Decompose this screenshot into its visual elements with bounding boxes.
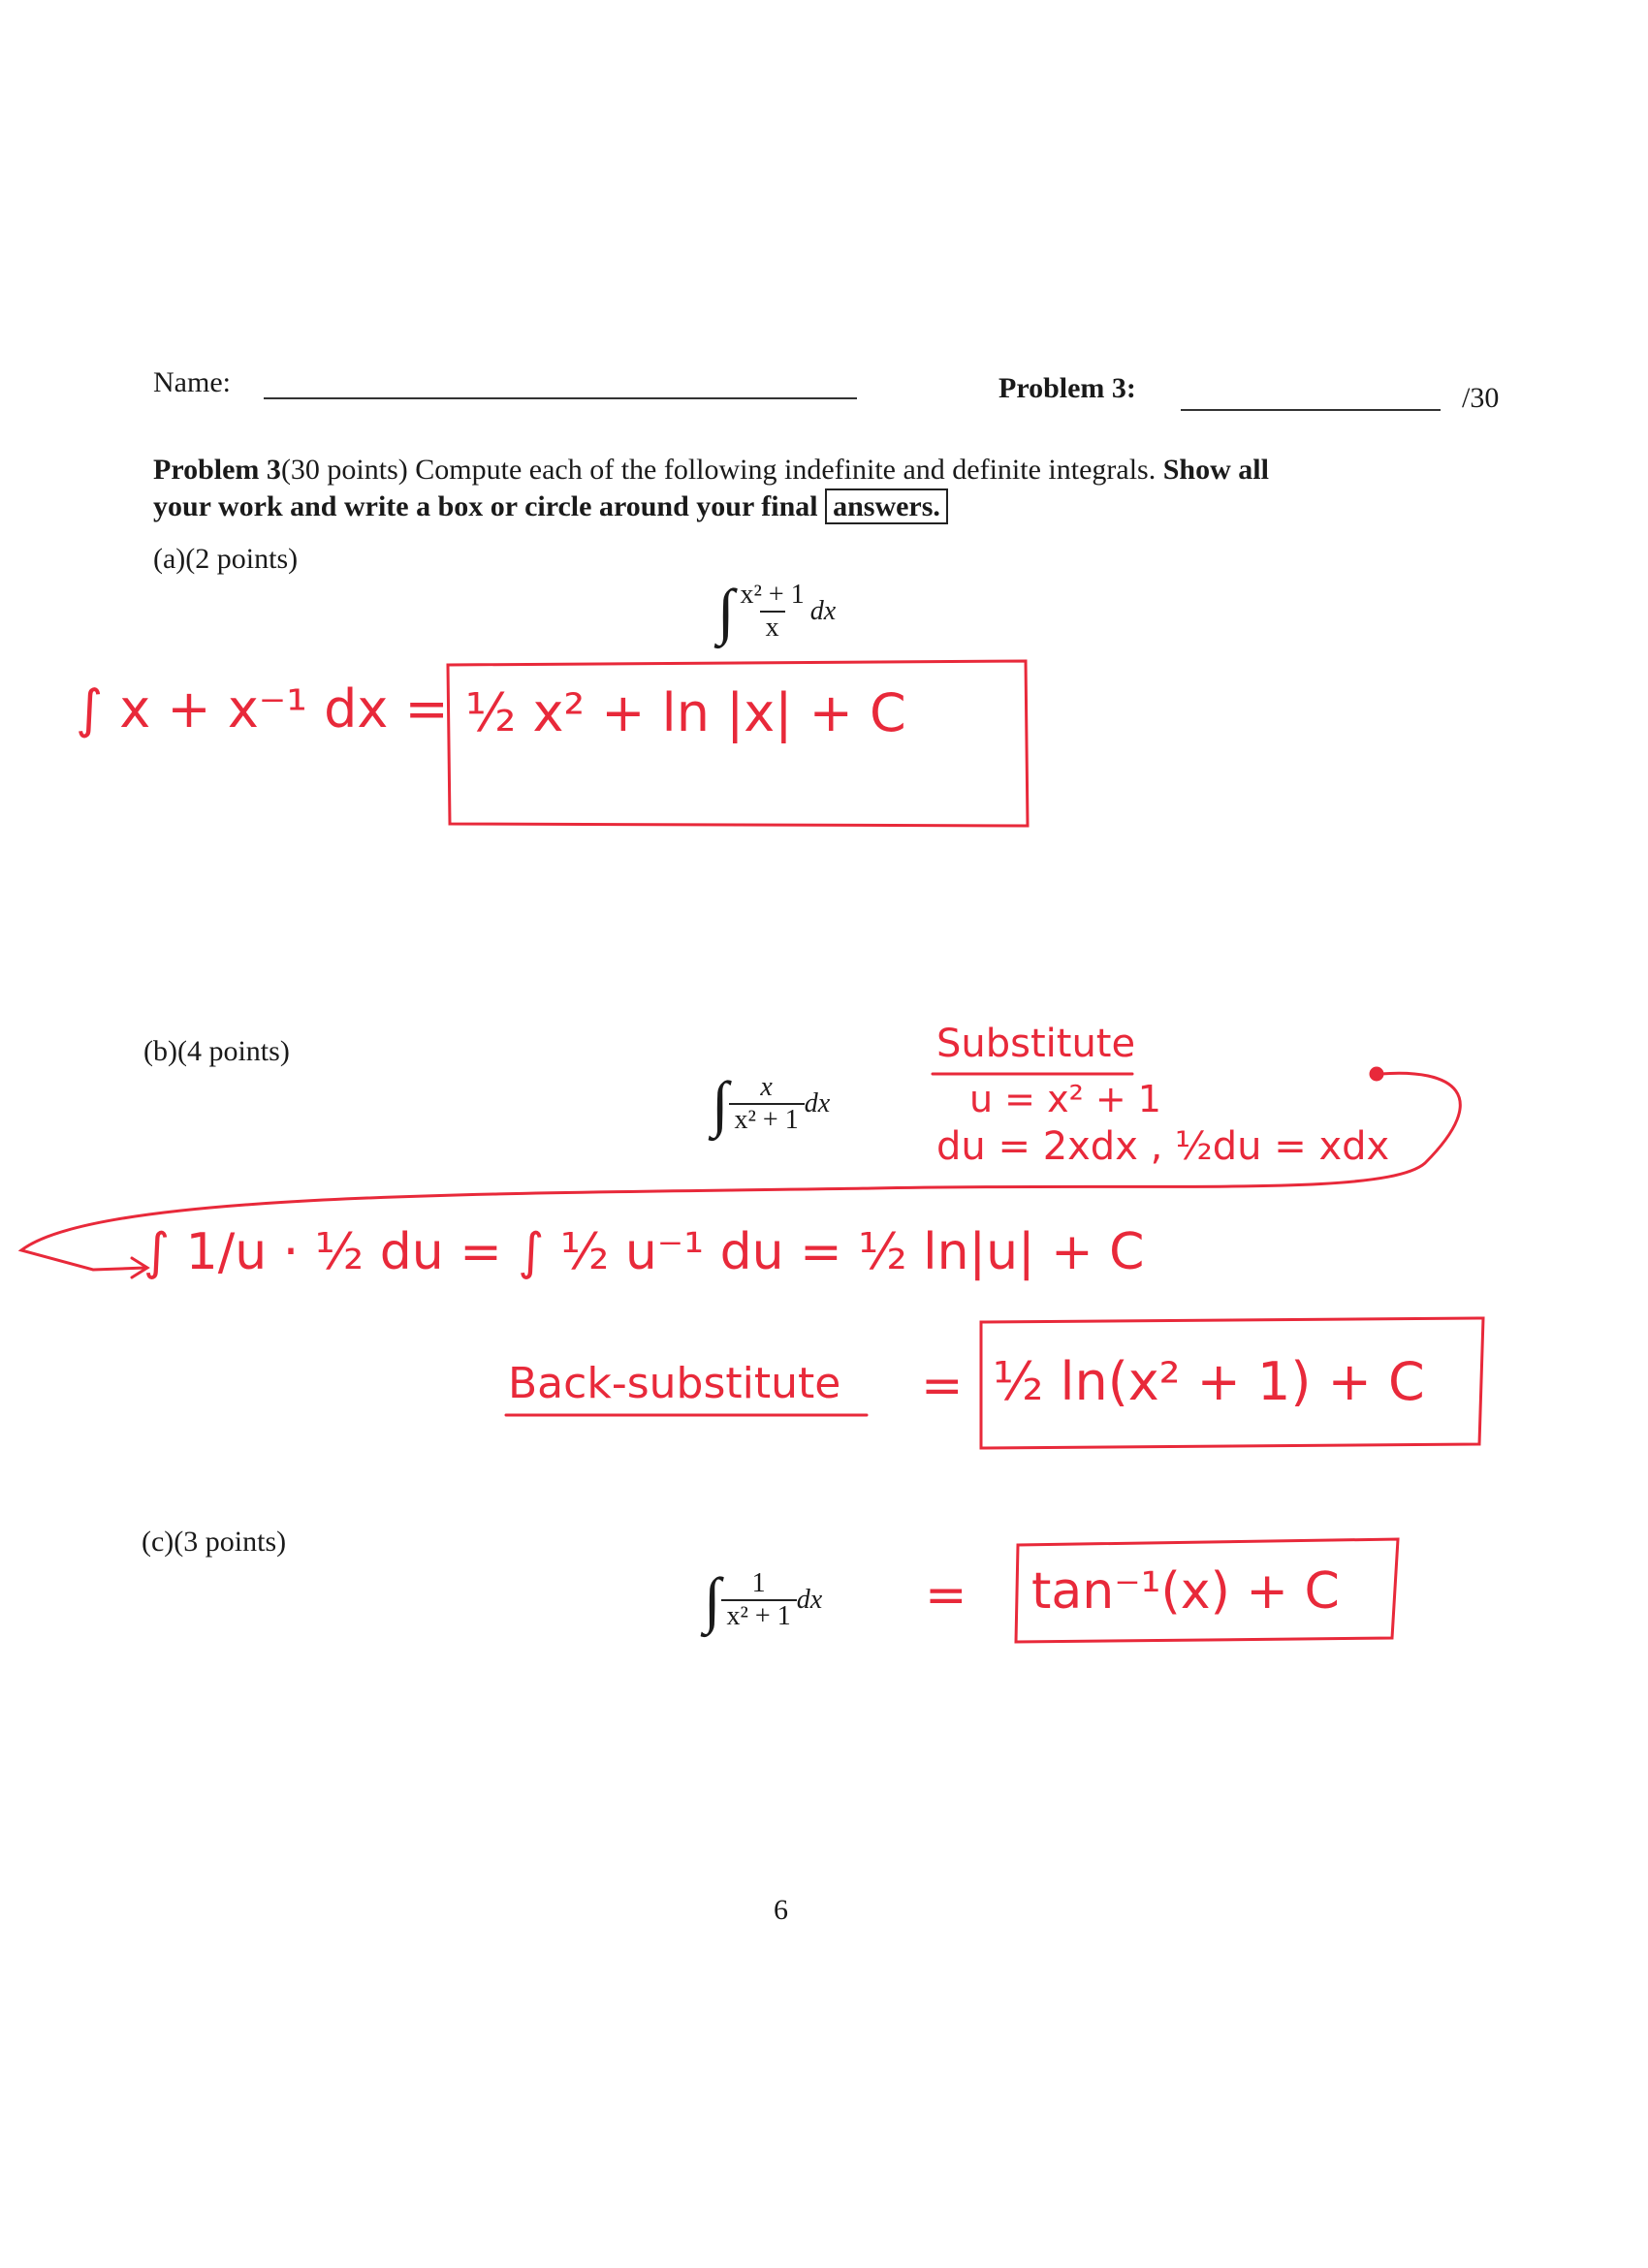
part-b-dx: dx [804,1088,831,1118]
integral-sign-icon: ∫ [717,577,735,646]
part-c-answer-box [1016,1539,1398,1642]
part-a-answer-box [448,661,1028,826]
part-c-handwritten-answer: tan⁻¹(x) + C [1031,1562,1340,1621]
part-a-dx: dx [809,596,837,626]
part-a-letter: (a) [153,543,186,575]
part-b-answer-box [981,1318,1483,1448]
part-c-points: (3 points) [174,1526,287,1558]
problem-points: (30 points) [280,454,408,486]
problem-score-label: Problem 3: [998,372,1136,404]
answers-box-word: answers. [825,488,948,524]
part-b-back-substitute: Back-substitute [508,1359,841,1408]
part-a-numerator: x² + 1 [740,580,805,610]
part-b-equals: = [921,1357,964,1415]
part-b-substitute-title: Substitute [936,1022,1136,1066]
score-total: /30 [1462,382,1500,414]
part-b-points: (4 points) [176,1035,290,1067]
problem-title: Problem 3 [153,454,281,486]
integral-sign-icon: ∫ [712,1069,729,1138]
part-b-denominator: x² + 1 [729,1103,805,1136]
part-c-numerator: 1 [751,1568,766,1598]
part-b-work-line: ∫ 1/u · ½ du = ∫ ½ u⁻¹ du = ½ ln|u| + C [143,1223,1145,1281]
part-a-handwritten-answer: ½ x² + ln |x| + C [465,682,906,743]
part-c-letter: (c) [142,1526,174,1558]
part-b-substitute-u: u = x² + 1 [969,1078,1161,1120]
page-number: 6 [774,1894,788,1926]
part-a-denominator: x [760,611,785,644]
part-b-numerator: x [760,1072,773,1102]
name-label: Name: [153,366,231,398]
problem-emphasis: Show all [1162,454,1269,486]
part-a-handwritten-rewrite: ∫ x + x⁻¹ dx = [76,678,449,740]
part-c-denominator: x² + 1 [721,1599,797,1632]
part-b-letter: (b) [143,1035,177,1067]
part-b-handwritten-answer: ½ ln(x² + 1) + C [993,1351,1425,1412]
part-c-dx: dx [796,1585,823,1615]
problem-instructions: Compute each of the following indefinite and definite integrals. [415,454,1157,486]
part-a-points: (2 points) [185,543,299,575]
problem-instructions-line2: your work and write a box or circle around your final [153,490,818,522]
integral-sign-icon: ∫ [704,1565,721,1634]
part-b-substitute-du: du = 2xdx , ½du = xdx [936,1124,1390,1169]
part-b-arrow-curve [21,1069,1460,1270]
part-c-equals: = [925,1566,967,1624]
part-b-arrow-start-dot [1371,1068,1382,1080]
